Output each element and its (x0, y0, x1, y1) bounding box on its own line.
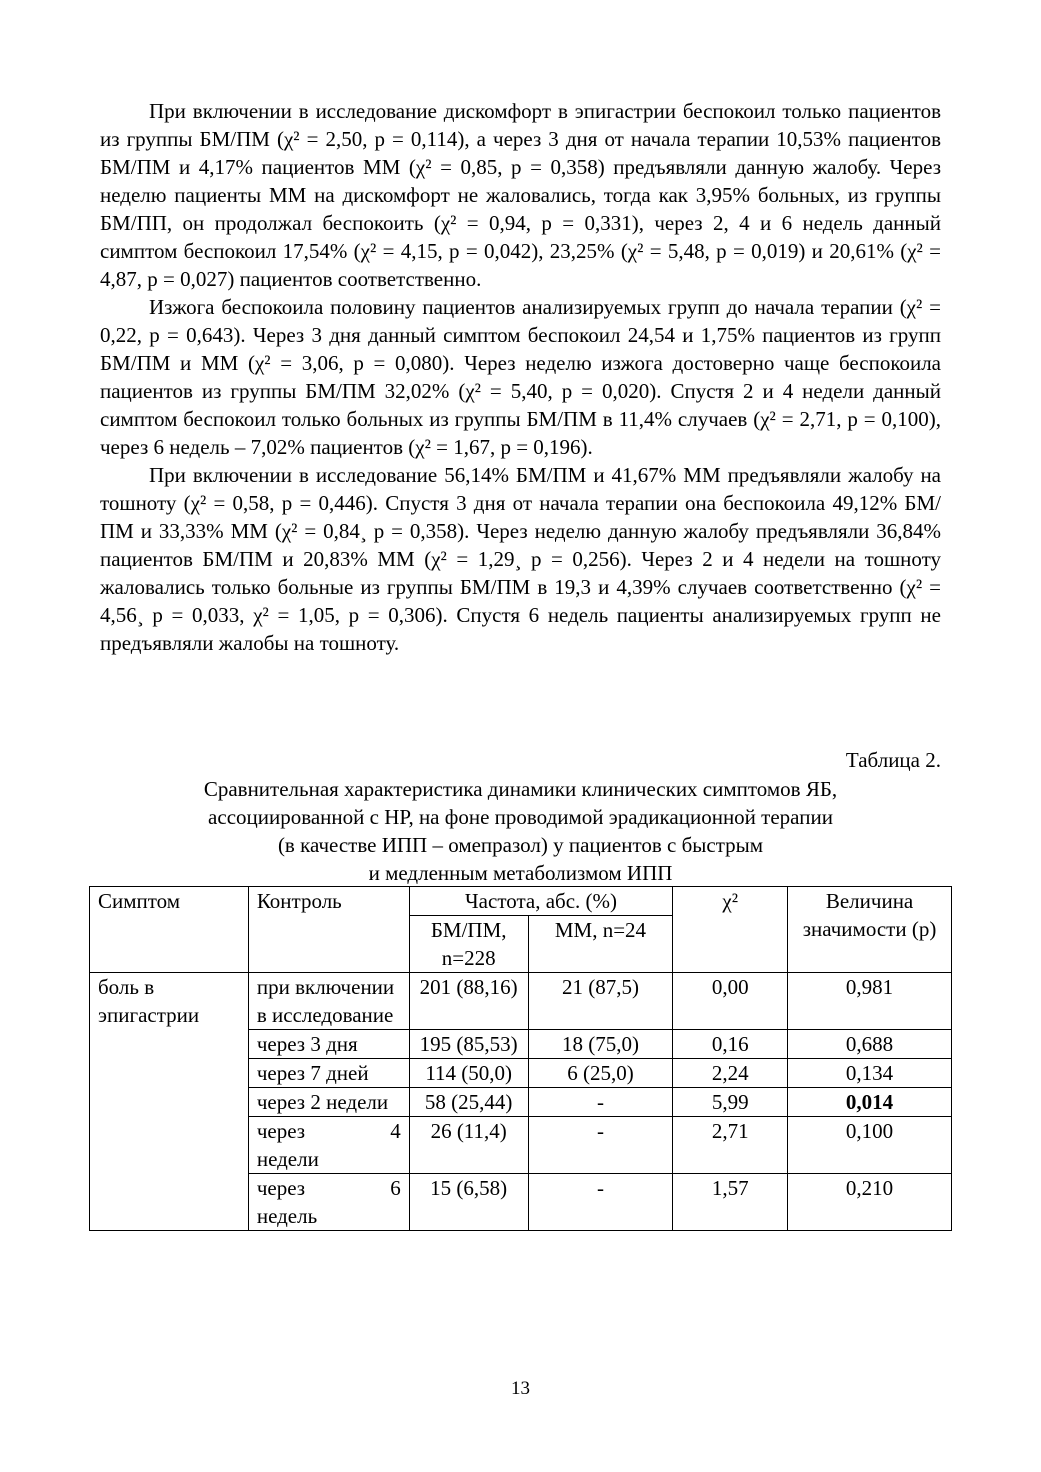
chi2-cell: 0,16 (673, 1030, 788, 1059)
mm-cell: 21 (87,5) (528, 973, 673, 1030)
table-title-line: Сравнительная характеристика динамики клинических симптомов ЯБ, (203, 777, 838, 801)
bm-pm-cell: 15 (6,58) (409, 1174, 528, 1231)
control-word: через (256, 1119, 306, 1143)
bm-pm-cell: 195 (85,53) (409, 1030, 528, 1059)
chi2-cell: 0,00 (673, 973, 788, 1030)
header-control: Контроль (248, 887, 409, 973)
table-title-line: и медленным метаболизмом ИПП (368, 861, 673, 885)
p-cell-significant: 0,014 (788, 1088, 952, 1117)
p-cell: 0,210 (788, 1174, 952, 1231)
p-cell: 0,100 (788, 1117, 952, 1174)
table-title-line: ассоциированной с НР, на фоне проводимой эрадикационной терапии (208, 805, 833, 829)
symptoms-table (89, 886, 952, 1231)
table-title-line: (в качестве ИПП – омепразол) у пациентов с быстрым (277, 833, 764, 857)
control-number: 6 (390, 1176, 401, 1200)
p-cell: 0,981 (788, 973, 952, 1030)
bm-pm-cell: 58 (25,44) (409, 1088, 528, 1117)
table-row (90, 973, 952, 1030)
mm-cell: 6 (25,0) (528, 1059, 673, 1088)
mm-cell: 18 (75,0) (528, 1030, 673, 1059)
paragraph: При включении в исследование дискомфорт в эпигастрии беспокоил только пациентов из группы БМ/ПМ (χ² = 2,50, p = 0,114), а через 3 дня от начала терапии 10,53% пациентов БМ/ПМ и 4,17% пациентов ММ (χ² = 0,85, p = 0,358) предъявляли данную жалобу. Через неделю пациенты ММ на дискомфорт не жаловались, тогда как 3,95% больных, из группы БМ/ПП, он продолжал беспокоить (χ² = 0,94, p = 0,331), через 2, 4 и 6 недель данный симптом беспокоил 17,54% (χ² = 4,15, p = 0,042), 23,25% (χ² = 5,48, p = 0,019) и 20,61% (χ² = 4,87, p = 0,027) пациентов соответственно. (100, 99, 941, 291)
bm-pm-cell: 26 (11,4) (409, 1117, 528, 1174)
chi2-cell: 1,57 (673, 1174, 788, 1231)
control-unit: недель (256, 1204, 318, 1228)
paragraph: При включении в исследование 56,14% БМ/ПМ и 41,67% ММ предъявляли жалобу на тошноту (χ² = 0,58, p = 0,446). Спустя 3 дня от начала терапии она беспокоила 49,12% БМ/ПМ и 33,33% ММ (χ² = 0,84¸ p = 0,358). Через неделю данную жалобу предъявляли 36,84% пациентов БМ/ПМ и 20,83% ММ (χ² = 1,29¸ p = 0,256). Через 2 и 4 недели на тошноту жаловались только больные из группы БМ/ПМ в 19,3 и 4,39% случаев соответственно (χ² = 4,56¸ p = 0,033, χ² = 1,05, p = 0,306). Спустя 6 недель пациенты анализируемых групп не предъявляли жалобы на тошноту. (100, 463, 941, 655)
control-number: 4 (390, 1119, 401, 1143)
header-chi2: χ² (673, 887, 788, 973)
symptom-cell: боль в эпигастрии (90, 973, 249, 1231)
mm-cell: - (528, 1174, 673, 1231)
control-cell: при включении в исследование (248, 973, 409, 1030)
bm-pm-cell: 114 (50,0) (409, 1059, 528, 1088)
body-text (100, 97, 941, 657)
mm-cell: - (528, 1117, 673, 1174)
chi2-cell: 2,24 (673, 1059, 788, 1088)
table-number: Таблица 2. (845, 748, 941, 772)
control-cell: через 7 дней (248, 1059, 409, 1088)
bm-pm-cell: 201 (88,16) (409, 973, 528, 1030)
header-significance: Величина значимости (p) (788, 887, 952, 973)
p-cell: 0,134 (788, 1059, 952, 1088)
chi2-cell: 5,99 (673, 1088, 788, 1117)
control-word: через (256, 1176, 306, 1200)
header-mm: ММ, n=24 (528, 916, 673, 973)
paragraph: Изжога беспокоила половину пациентов анализируемых групп до начала терапии (χ² = 0,22, p = 0,643). Через 3 дня данный симптом беспокоил 24,54 и 1,75% пациентов из групп БМ/ПМ и ММ (χ² = 3,06, p = 0,080). Через неделю изжога достоверно чаще беспокоила пациентов из группы БМ/ПМ 32,02% (χ² = 5,40, p = 0,020). Спустя 2 и 4 недели данный симптом беспокоил только больных из группы БМ/ПМ в 11,4% случаев (χ² = 2,71, p = 0,100), через 6 недель – 7,02% пациентов (χ² = 1,67, p = 0,196). (100, 295, 941, 459)
control-cell (248, 1117, 409, 1174)
table-title (100, 775, 941, 887)
table-header-row (90, 887, 952, 916)
p-cell: 0,688 (788, 1030, 952, 1059)
page-number: 13 (511, 1378, 530, 1399)
control-cell (248, 1174, 409, 1231)
control-cell: через 2 недели (248, 1088, 409, 1117)
header-frequency: Частота, абс. (%) (409, 887, 673, 916)
control-cell: через 3 дня (248, 1030, 409, 1059)
mm-cell: - (528, 1088, 673, 1117)
header-bm-pm: БМ/ПМ, n=228 (409, 916, 528, 973)
chi2-cell: 2,71 (673, 1117, 788, 1174)
header-symptom: Симптом (90, 887, 249, 973)
control-unit: недели (256, 1147, 319, 1171)
